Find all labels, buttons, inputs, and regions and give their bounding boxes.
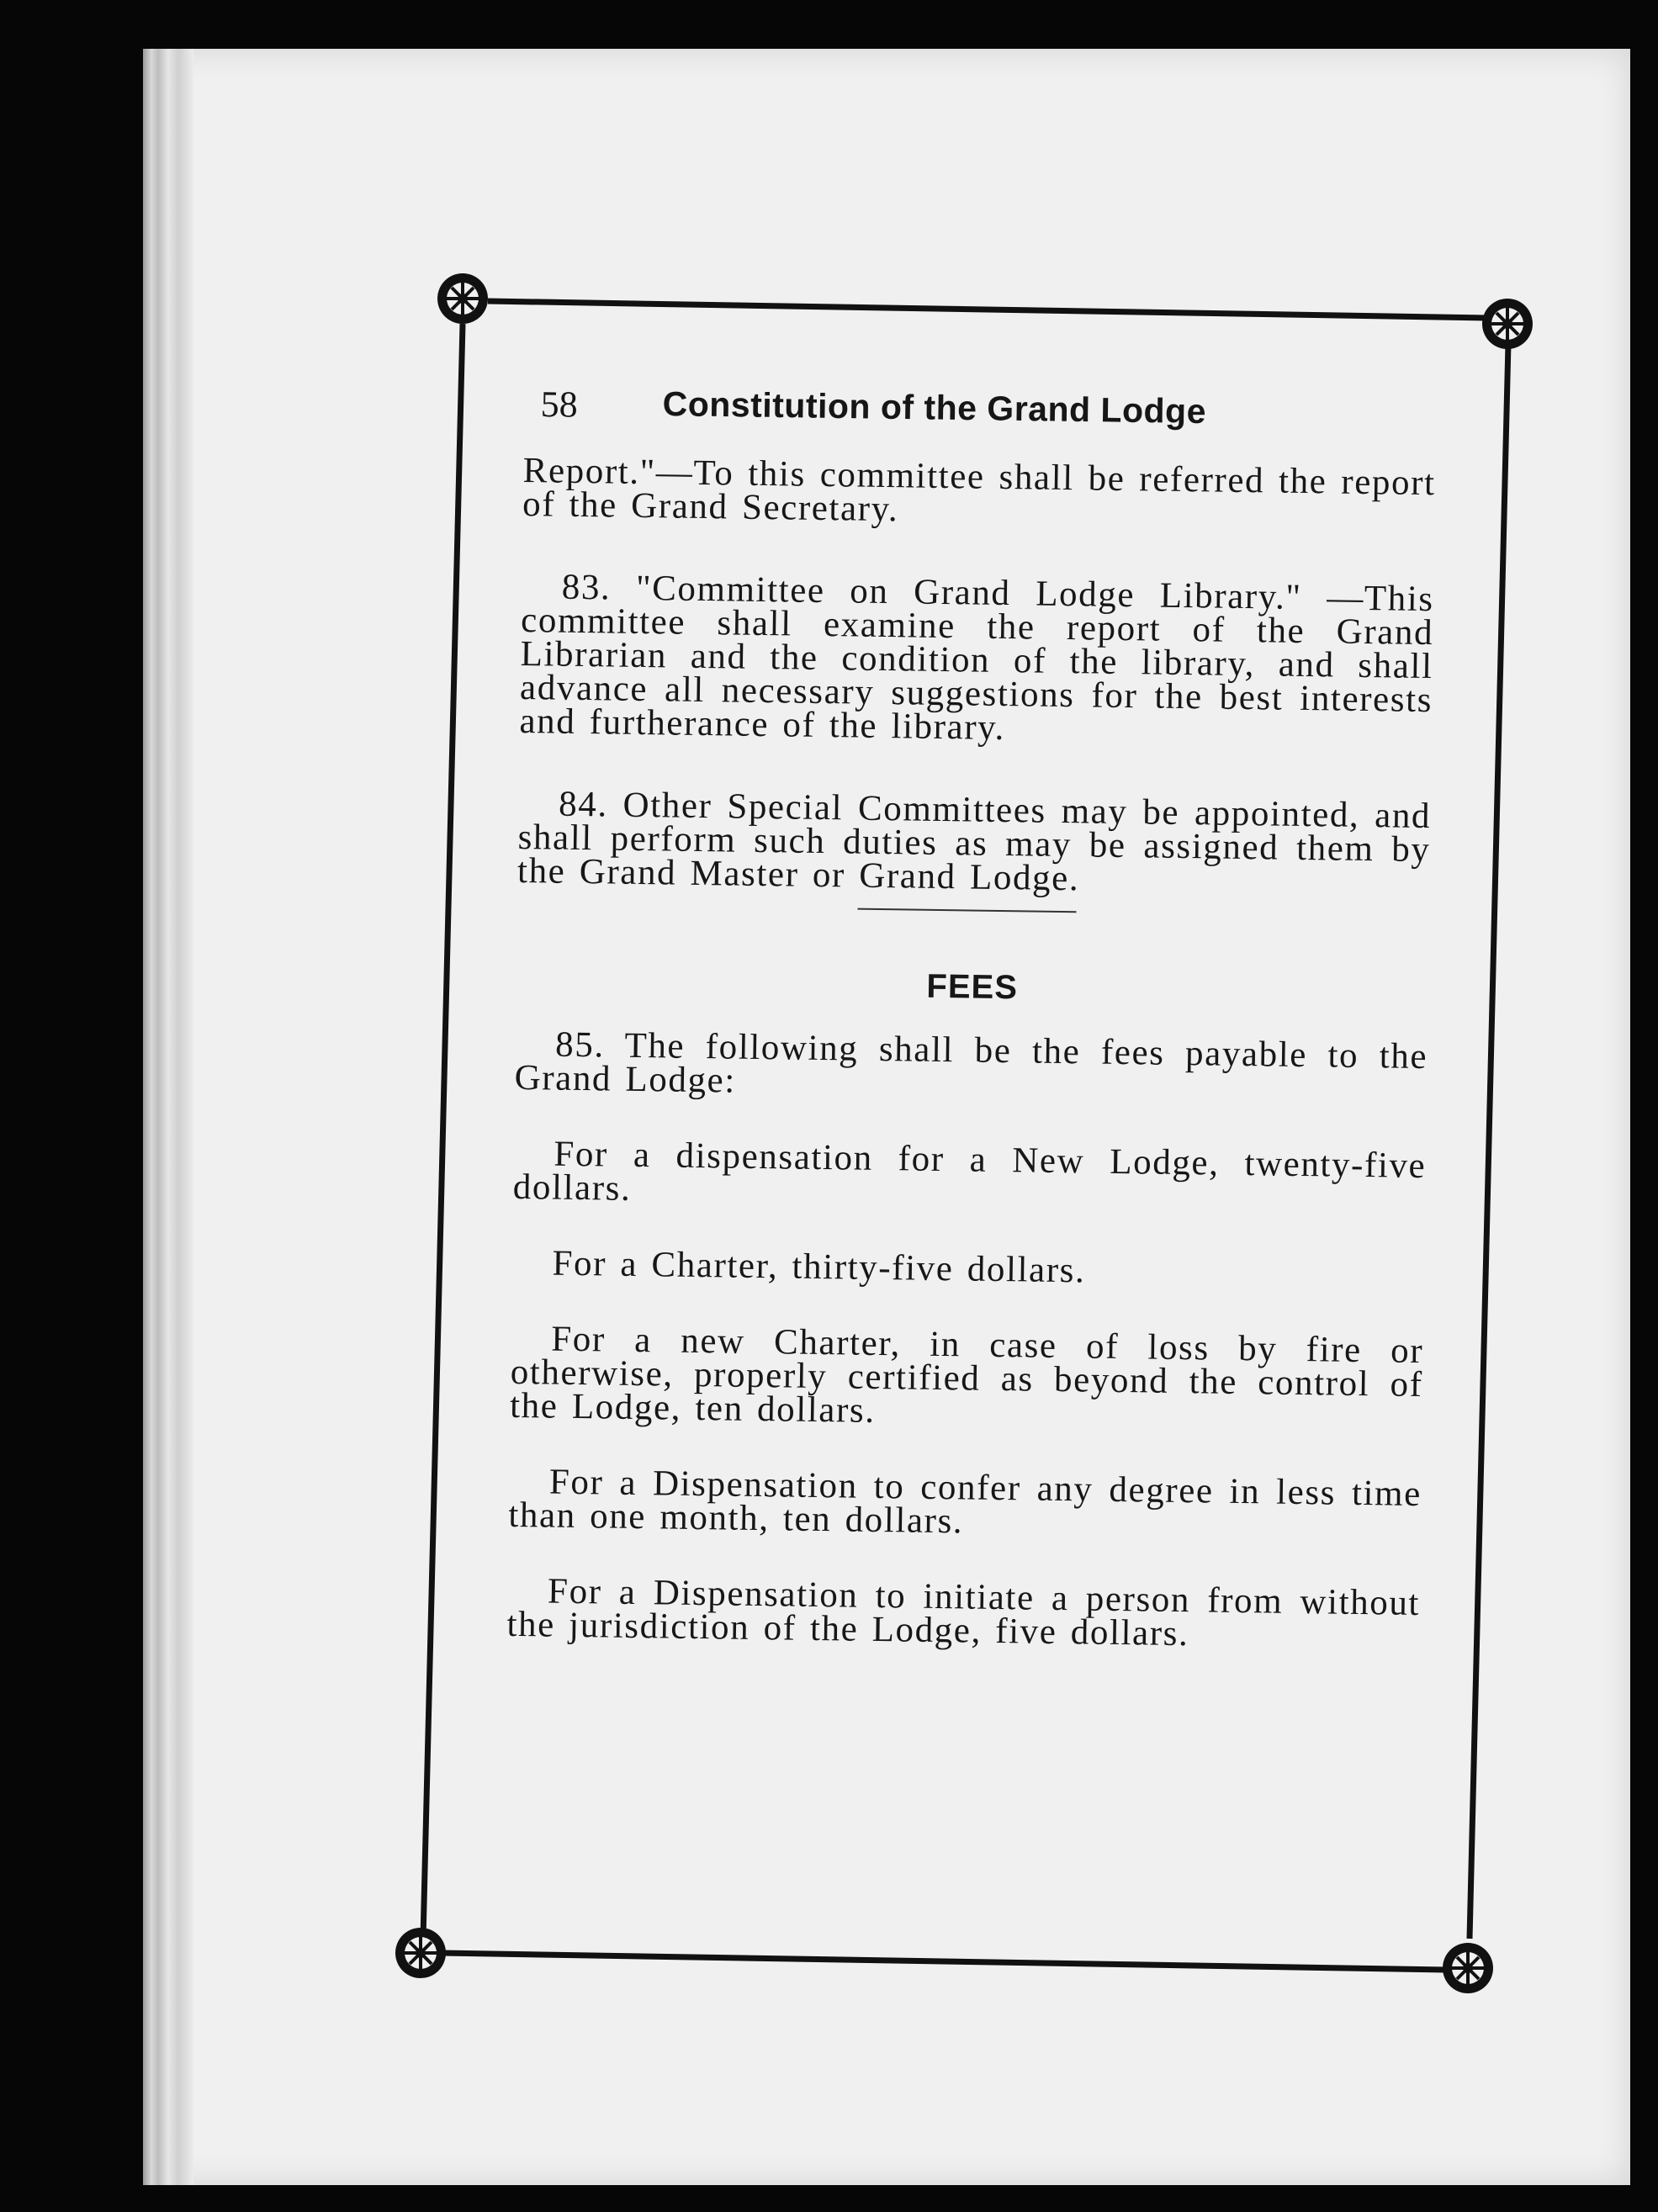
section-title: FEES	[926, 967, 1019, 1007]
rosette-ornament-top-right	[1482, 299, 1533, 349]
paragraph-83: 83. "Committee on Grand Lodge Library." —This committee shall examine the report of the Grand Librarian and the condition of the library, and shall advance all necessary suggestions for the best interests and furtherance of the library.	[519, 567, 1435, 749]
rosette-ornament-bottom-right	[1443, 1943, 1493, 1993]
fee-initiate: For a Dispensation to initiate a person from without the jurisdiction of the Lodge, five dollars.	[506, 1571, 1421, 1654]
fee-degree: For a Dispensation to confer any degree in less time than one month, ten dollars.	[508, 1462, 1422, 1542]
border-left-line	[423, 324, 463, 1939]
paragraph-84: 84. Other Special Committees may be appointed, and shall perform such duties as may be assigned them by the Grand Master or Grand Lodge.	[516, 784, 1432, 899]
page-number: 58	[540, 383, 578, 426]
border-bottom-line	[442, 1953, 1445, 1970]
page-body	[506, 451, 1436, 1654]
paragraph-report: Report."—To this committee shall be referred the report of the Grand Secretary.	[522, 451, 1436, 530]
paragraph-85: 85. The following shall be the fees payable to the Grand Lodge:	[514, 1024, 1428, 1101]
fee-new-lodge: For a dispensation for a New Lodge, twenty-five dollars.	[512, 1134, 1427, 1209]
section-divider	[857, 908, 1076, 913]
border-top-line	[488, 301, 1487, 318]
fee-charter: For a Charter, thirty-five dollars.	[552, 1243, 1086, 1291]
running-title: Constitution of the Grand Lodge	[662, 384, 1207, 431]
rosette-ornament-bottom-left	[395, 1928, 446, 1978]
border-right-line	[1470, 343, 1508, 1939]
fee-new-charter: For a new Charter, in case of loss by fire or otherwise, properly certified as beyond the control of the Lodge, ten dollars.	[509, 1319, 1424, 1431]
rosette-ornament-top-left	[437, 273, 488, 324]
